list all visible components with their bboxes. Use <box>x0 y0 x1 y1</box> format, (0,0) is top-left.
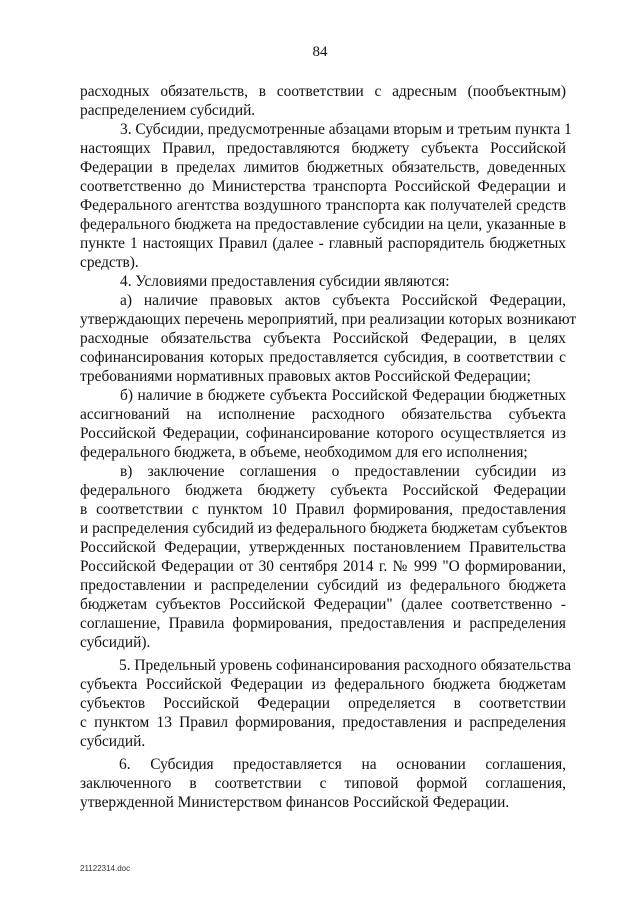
text-line: Федерации в пределах лимитов бюджетных обязательств, доведенных <box>80 159 566 176</box>
text-line: распределением субсидий. <box>80 102 256 119</box>
text-line: утвержденной Министерством финансов Российской Федерации. <box>80 794 510 811</box>
text-line: расходных обязательств, в соответствии с адресным (пообъектным) <box>80 83 566 100</box>
paragraph-4b <box>80 386 566 462</box>
paragraph-4v <box>80 462 566 652</box>
paragraph-4a <box>80 291 577 386</box>
text-line: с пунктом 13 Правил формирования, предоставления и распределения <box>80 714 566 731</box>
text-line: и распределения субсидий из федерального бюджета бюджетам субъектов <box>80 520 568 537</box>
paragraph-5 <box>80 656 572 751</box>
text-line: софинансирования которых предоставляется субсидия, в соответствии с <box>80 349 566 366</box>
text-line: 5. Предельный уровень софинансирования расходного обязательства <box>119 657 572 674</box>
text-line: субъектов Российской Федерации определяется в соответствии <box>80 695 566 712</box>
text-line: ассигнований на исполнение расходного обязательства субъекта <box>80 406 566 423</box>
text-line: требованиями нормативных правовых актов Российской Федерации; <box>80 368 531 385</box>
text-line: Российской Федерации от 30 сентября 2014 г. № 999 "О формировании, <box>80 558 566 575</box>
text-line: Российской Федерации, софинансирование которого осуществляется из <box>80 425 566 442</box>
document-body <box>80 82 577 812</box>
text-line: Федерального агентства воздушного транспорта как получателей средств <box>80 197 566 214</box>
text-line: расходные обязательства субъекта Российской Федерации, в целях <box>80 330 566 347</box>
text-line: заключенного в соответствии с типовой формой соглашения, <box>80 775 566 792</box>
text-line: утверждающих перечень мероприятий, при реализации которых возникают <box>80 311 577 328</box>
text-line: субъекта Российской Федерации из федерального бюджета бюджетам <box>80 676 566 693</box>
paragraph-6 <box>80 755 566 812</box>
text-line: 4. Условиями предоставления субсидии являются: <box>120 273 450 290</box>
text-line: бюджетам субъектов Российской Федерации" (далее соответственно - <box>80 596 566 613</box>
text-line: субсидий). <box>80 634 151 651</box>
document-filename-footer: 21122314.doc <box>80 864 131 873</box>
text-line: соглашение, Правила формирования, предоставления и распределения <box>80 615 566 632</box>
paragraph-continuation <box>80 82 566 120</box>
text-line: настоящих Правил, предоставляются бюджету субъекта Российской <box>80 140 566 157</box>
text-line: предоставлении и распределении субсидий из федерального бюджета <box>80 577 566 594</box>
text-line: средств). <box>80 254 139 271</box>
text-line: 3. Субсидии, предусмотренные абзацами вторым и третьим пункта 1 <box>120 121 572 138</box>
text-line: в) заключение соглашения о предоставлении субсидии из <box>120 463 566 480</box>
text-line: субсидий. <box>80 733 146 750</box>
text-line: федерального бюджета бюджету субъекта Российской Федерации <box>80 482 566 499</box>
paragraph-4 <box>80 272 566 291</box>
text-line: Российской Федерации, утвержденных постановлением Правительства <box>80 539 566 556</box>
text-line: а) наличие правовых актов субъекта Российской Федерации, <box>120 292 566 309</box>
paragraph-3 <box>80 120 572 272</box>
text-line: 6. Субсидия предоставляется на основании соглашения, <box>119 756 566 773</box>
text-line: соответственно до Министерства транспорта Российской Федерации и <box>80 178 566 195</box>
text-line: федерального бюджета на предоставление субсидии на цели, указанные в <box>80 216 566 233</box>
text-line: в соответствии с пунктом 10 Правил формирования, предоставления <box>80 501 566 518</box>
text-line: б) наличие в бюджете субъекта Российской Федерации бюджетных <box>120 387 566 404</box>
text-line: федерального бюджета, в объеме, необходимом для его исполнения; <box>80 444 528 461</box>
text-line: пункте 1 настоящих Правил (далее - главный распорядитель бюджетных <box>80 235 566 252</box>
page-number: 84 <box>312 44 328 60</box>
